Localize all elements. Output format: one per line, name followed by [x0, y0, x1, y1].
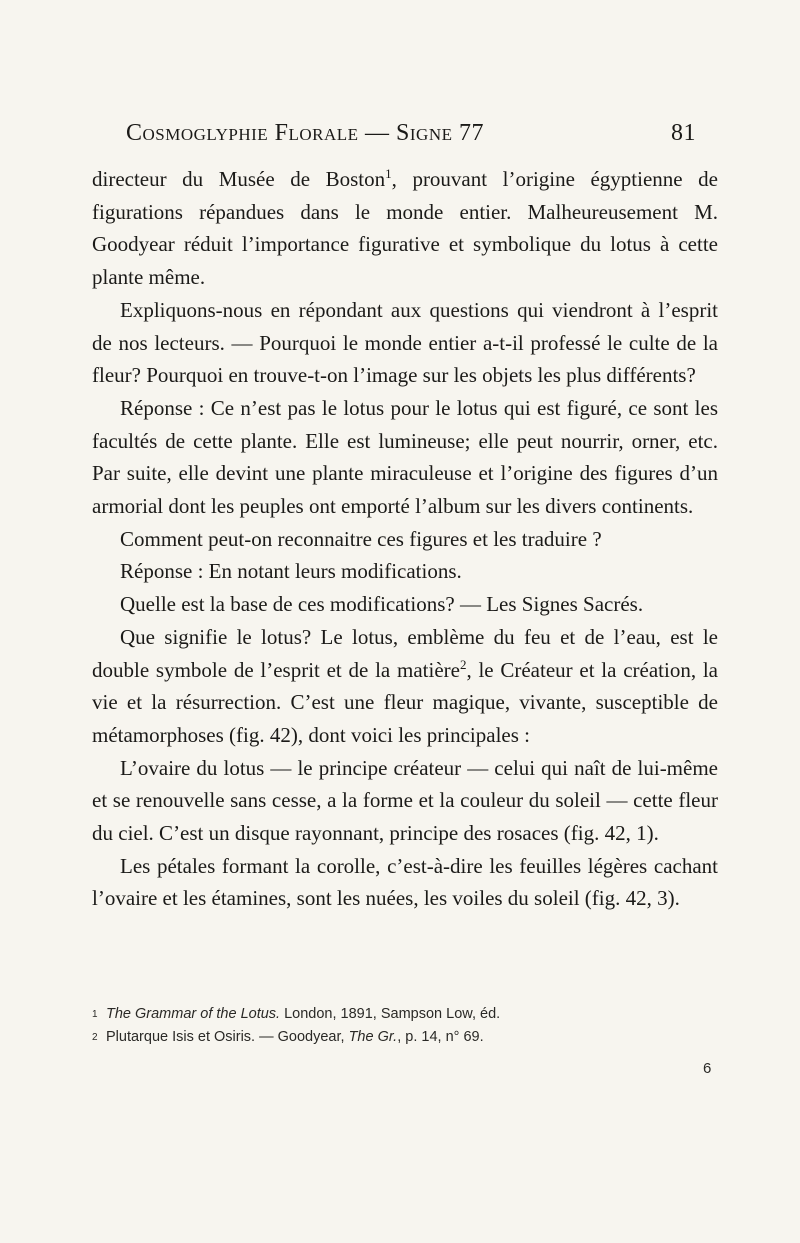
running-header	[126, 120, 696, 150]
paragraph-text: directeur du Musée de Boston	[92, 167, 386, 191]
footnotes	[92, 1003, 718, 1049]
paragraph	[92, 621, 718, 752]
paragraph	[92, 588, 718, 621]
page-number: 81	[671, 120, 696, 146]
paragraph	[92, 523, 718, 556]
footnote-text: London, 1891, Sampson Low, éd.	[280, 1006, 501, 1022]
footnote-text: Plutarque Isis et Osiris. — Goodyear,	[106, 1029, 349, 1045]
paragraph-text: Comment peut-on reconnaitre ces figures et les traduire ?	[120, 526, 602, 551]
paragraph	[92, 163, 718, 294]
paragraph	[92, 555, 718, 588]
signature-mark: 6	[703, 1060, 712, 1077]
paragraph-text: L’ovaire du lotus — le principe créateur — celui qui naît de lui-même et se renouvelle sans cesse, a la forme et la couleur du soleil — cette fleur du ciel. C’est un disque rayonnant, principe des rosaces (fig. 42, 1).	[92, 755, 718, 846]
paragraph-text: Expliquons-nous en répondant aux questions qui viendront à l’esprit de nos lecteurs. — Pourquoi le monde entier a-t-il professé le culte de la fleur? Pourquoi en trouve-t-on l’image sur les objets les plus différents?	[92, 297, 718, 388]
footnote-title: The Gr.	[348, 1029, 398, 1045]
paragraph-text: Les pétales formant la corolle, c’est-à-dire les feuilles légères cachant l’ovaire et les étamines, sont les nuées, les voiles du soleil (fig. 42, 3).	[92, 853, 718, 911]
footnote-text: , p. 14, n° 69.	[397, 1029, 484, 1045]
footnote	[92, 1026, 718, 1049]
footnote-title: The Grammar of the Lotus.	[106, 1006, 281, 1022]
paragraph-text: Réponse : En notant leurs modifications.	[120, 559, 462, 584]
footnote-ref: 1	[385, 166, 392, 181]
paragraph	[92, 392, 718, 523]
paragraph-text: Réponse : Ce n’est pas le lotus pour le lotus qui est figuré, ce sont les facultés de cette plante. Elle est lumineuse; elle peut nourrir, orner, etc. Par suite, elle devint une plante miraculeuse et l’origine des figures d’un armorial dont les peuples ont emporté l’album sur les divers continents.	[92, 395, 718, 519]
footnote	[92, 1003, 718, 1026]
body-text	[92, 163, 718, 915]
footnote-mark: 1	[92, 1009, 98, 1020]
running-title: Cosmoglyphie Florale — Signe 77	[126, 120, 484, 146]
paragraph-text: , le Créateur et la création, la vie et la résurrection. C’est une fleur magique, vivante, susceptible de métamorphoses (fig. 42), dont voici les principales :	[92, 657, 718, 747]
footnote-mark: 2	[92, 1032, 98, 1043]
paragraph	[92, 294, 718, 392]
paragraph-text: , prouvant l’origine égyptienne de figurations répandues dans le monde entier. Malheureusement M. Goodyear réduit l’importance figurative et symbolique du lotus à cette plante même.	[92, 167, 718, 290]
paragraph	[92, 850, 718, 915]
paragraph	[92, 752, 718, 850]
paragraph-text: Quelle est la base de ces modifications? — Les Signes Sacrés.	[120, 592, 644, 617]
paragraph-text: Que signifie le lotus? Le lotus, emblème du feu et de l’eau, est le double symbole de l’esprit et de la matière	[92, 624, 718, 682]
footnote-ref: 2	[459, 656, 467, 672]
